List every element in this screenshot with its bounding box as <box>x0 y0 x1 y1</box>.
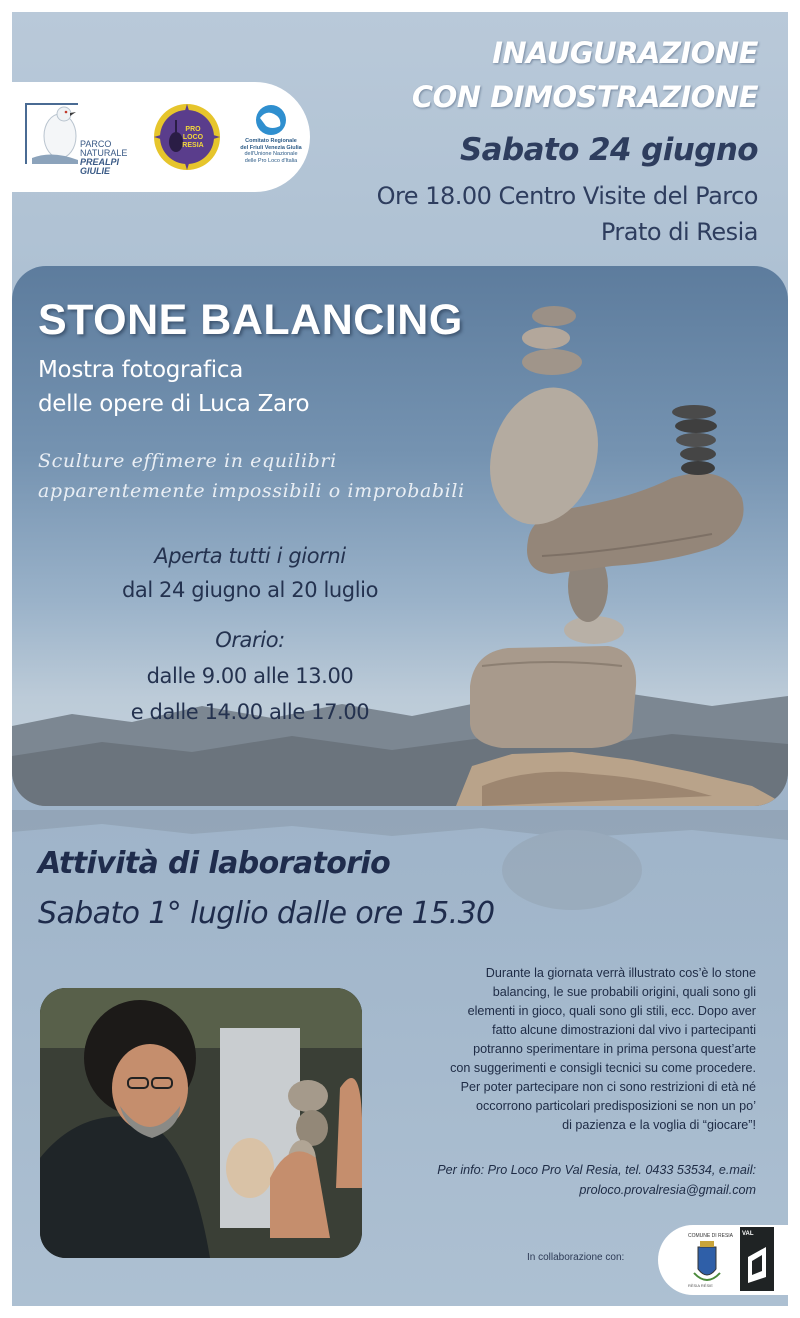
exhibit-tagline-1: Sculture effimere in equilibri <box>38 450 337 472</box>
proloco-line2: LOCO <box>182 134 204 141</box>
artist-balancing-stones-image <box>40 988 362 1258</box>
desc-line: di pazienza e la voglia di “giocare”! <box>562 1118 756 1132</box>
comitato-text <box>238 138 304 164</box>
lab-date: Sabato 1° luglio dalle ore 15.30 <box>38 896 495 931</box>
contact-info <box>356 1160 756 1200</box>
lab-description <box>366 964 756 1135</box>
ecomuseo-mark-icon <box>740 1227 774 1291</box>
globe-icon <box>238 104 304 138</box>
header-dimostrazione: CON DIMOSTRAZIONE <box>411 80 758 114</box>
comitato-line3: dell'Unione Nazionale <box>244 151 298 157</box>
stone-sculpture-scene <box>12 266 788 806</box>
parco-line2: NATURALE <box>80 148 128 158</box>
parco-prealpi-giulie-logo <box>22 98 132 178</box>
proloco-resia-logo <box>152 102 222 172</box>
comune-subtitle: RÈSIA RÉSIE <box>688 1283 713 1288</box>
ecomuseo-logo <box>740 1227 774 1291</box>
parco-line4: GIULIE <box>80 166 111 176</box>
exhibit-tagline-2: apparentemente impossibili o improbabili <box>38 480 465 502</box>
desc-line: Durante la giornata verrà illustrato cos’è lo stone <box>485 966 756 980</box>
contact-email[interactable]: proloco.provalresia@gmail.com <box>579 1183 756 1197</box>
proloco-text <box>178 126 208 150</box>
comitato-line1: Comitato Regionale <box>245 138 297 144</box>
exhibit-subtitle-1: Mostra fotografica <box>38 357 244 383</box>
hours-morning: dalle 9.00 alle 13.00 <box>146 664 354 688</box>
open-days: Aperta tutti i giorni <box>154 544 346 568</box>
poster <box>12 12 788 1306</box>
hours-label: Orario: <box>215 628 285 652</box>
collab-logos <box>658 1225 788 1295</box>
header-inaugurazione: INAUGURAZIONE <box>492 36 758 70</box>
desc-line: fatto alcune dimostrazioni dal vivo i partecipanti <box>492 1023 756 1037</box>
comune-coat-of-arms-icon <box>692 1239 722 1289</box>
ecomuseo-text: VAL <box>742 1231 754 1237</box>
proloco-line1: PRO <box>185 126 201 133</box>
parco-line1: PARCO <box>80 139 112 149</box>
desc-line: occorrono particolari predisposizioni se non un po’ <box>475 1099 756 1113</box>
collab-label: In collaborazione con: <box>527 1252 625 1263</box>
lab-title: Attività di laboratorio <box>38 846 391 881</box>
header-date: Sabato 24 giugno <box>459 132 758 168</box>
proloco-line3: RESIA <box>182 142 204 149</box>
ptarmigan-bird-icon <box>22 98 82 168</box>
open-dates: dal 24 giugno al 20 luglio <box>121 578 379 602</box>
comitato-line2: del Friuli Venezia Giulia <box>240 144 302 151</box>
exhibit-subtitle-2: delle opere di Luca Zaro <box>38 391 310 417</box>
contact-phone: Per info: Pro Loco Pro Val Resia, tel. 0433 53534, e.mail: <box>437 1163 756 1177</box>
artist-photo <box>40 988 362 1258</box>
exhibit-title: STONE BALANCING <box>38 296 463 344</box>
desc-line: potranno sperimentare in prima persona quest’arte <box>473 1042 756 1056</box>
desc-line: balancing, le sue probabili origini, quali sono gli <box>492 985 756 999</box>
parco-line3: PREALPI <box>80 157 120 167</box>
hours-afternoon: e dalle 14.00 alle 17.00 <box>130 700 370 724</box>
logo-bar <box>12 82 310 192</box>
parco-text <box>80 140 127 176</box>
desc-line: con suggerimenti e consigli tecnici su come procedere. <box>450 1061 756 1075</box>
comune-name: COMUNE DI RESIA <box>688 1233 734 1239</box>
header-time: Ore 18.00 Centro Visite del Parco <box>376 182 758 210</box>
header-place: Prato di Resia <box>600 218 758 246</box>
comitato-line4: delle Pro Loco d'Italia <box>244 157 298 164</box>
comitato-regionale-logo <box>238 104 304 174</box>
desc-line: elementi in gioco, quali sono gli stili, ecc. Dopo aver <box>467 1004 756 1018</box>
desc-line: Per poter partecipare non ci sono restrizioni di età né <box>460 1080 756 1094</box>
stone-balancing-panel <box>12 266 788 806</box>
